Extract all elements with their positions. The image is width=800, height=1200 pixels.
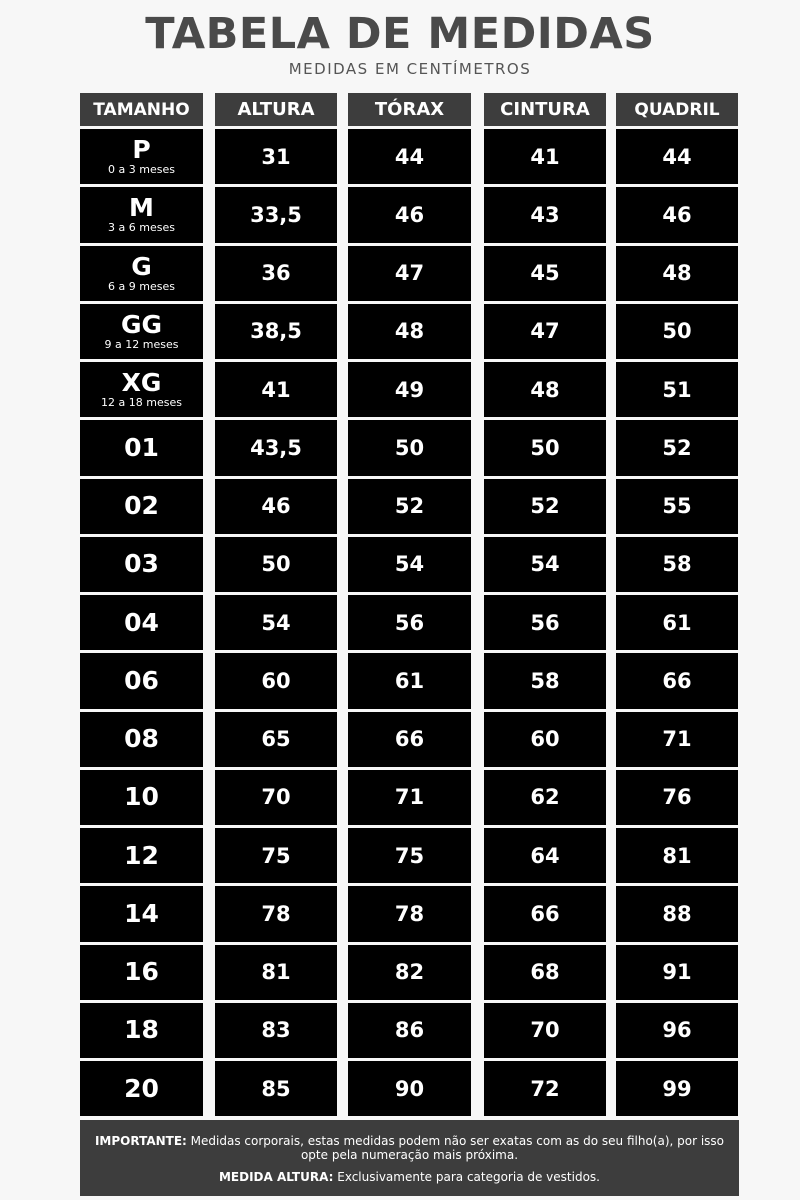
size-label: XG xyxy=(121,368,162,398)
quadril-cell: 99 xyxy=(616,1061,738,1116)
cintura-cell: 68 xyxy=(484,945,606,1000)
footer-notes xyxy=(80,1120,739,1196)
cintura-cell: 50 xyxy=(484,420,606,475)
important-text: Medidas corporais, estas medidas podem não ser exatas com as do seu filho(a), por isso opte pela numeração mais próxima. xyxy=(190,1134,725,1162)
age-range: 3 a 6 meses xyxy=(108,221,175,235)
quadril-cell: 91 xyxy=(616,945,738,1000)
altura-cell: 83 xyxy=(215,1003,337,1058)
quadril-cell: 71 xyxy=(616,712,738,767)
age-range: 12 a 18 meses xyxy=(101,396,182,410)
altura-cell: 81 xyxy=(215,945,337,1000)
cintura-cell: 72 xyxy=(484,1061,606,1116)
altura-note xyxy=(94,1170,725,1184)
size-label: 02 xyxy=(124,491,159,521)
header-torax: TÓRAX xyxy=(348,93,471,126)
altura-cell: 38,5 xyxy=(215,304,337,359)
torax-cell: 54 xyxy=(348,537,471,592)
size-label: 16 xyxy=(124,957,159,987)
size-label: 06 xyxy=(124,665,159,695)
torax-cell: 71 xyxy=(348,770,471,825)
header-cintura: CINTURA xyxy=(484,93,606,126)
altura-cell: 75 xyxy=(215,828,337,883)
size-cell xyxy=(80,595,203,650)
age-range: 9 a 12 meses xyxy=(104,337,179,351)
altura-cell: 43,5 xyxy=(215,420,337,475)
age-range: 6 a 9 meses xyxy=(108,279,175,293)
torax-cell: 50 xyxy=(348,420,471,475)
quadril-cell: 48 xyxy=(616,246,738,301)
page-title: TABELA DE MEDIDAS xyxy=(145,9,655,59)
torax-cell: 47 xyxy=(348,246,471,301)
quadril-cell: 46 xyxy=(616,187,738,242)
cintura-cell: 48 xyxy=(484,362,606,417)
cintura-cell: 41 xyxy=(484,129,606,184)
quadril-cell: 51 xyxy=(616,362,738,417)
quadril-cell: 76 xyxy=(616,770,738,825)
size-label: 14 xyxy=(124,898,159,928)
important-note xyxy=(94,1134,725,1162)
altura-label: MEDIDA ALTURA: xyxy=(218,1170,334,1184)
torax-cell: 82 xyxy=(348,945,471,1000)
size-cell xyxy=(80,362,203,417)
torax-cell: 75 xyxy=(348,828,471,883)
altura-cell: 78 xyxy=(215,886,337,941)
altura-cell: 54 xyxy=(215,595,337,650)
size-label: GG xyxy=(120,309,163,339)
quadril-cell: 88 xyxy=(616,886,738,941)
quadril-cell: 66 xyxy=(616,653,738,708)
torax-cell: 56 xyxy=(348,595,471,650)
torax-cell: 48 xyxy=(348,304,471,359)
cintura-cell: 62 xyxy=(484,770,606,825)
altura-text: Exclusivamente para categoria de vestidos. xyxy=(337,1170,600,1184)
important-label: IMPORTANTE: xyxy=(94,1134,187,1148)
size-cell xyxy=(80,246,203,301)
torax-cell: 52 xyxy=(348,479,471,534)
size-cell xyxy=(80,1061,203,1116)
altura-cell: 33,5 xyxy=(215,187,337,242)
torax-cell: 90 xyxy=(348,1061,471,1116)
quadril-cell: 44 xyxy=(616,129,738,184)
size-cell xyxy=(80,712,203,767)
torax-cell: 86 xyxy=(348,1003,471,1058)
size-label: 20 xyxy=(124,1073,159,1103)
quadril-cell: 61 xyxy=(616,595,738,650)
torax-cell: 61 xyxy=(348,653,471,708)
size-label: 12 xyxy=(124,840,159,870)
cintura-cell: 52 xyxy=(484,479,606,534)
cintura-cell: 58 xyxy=(484,653,606,708)
altura-cell: 60 xyxy=(215,653,337,708)
cintura-cell: 64 xyxy=(484,828,606,883)
quadril-cell: 96 xyxy=(616,1003,738,1058)
size-cell xyxy=(80,770,203,825)
altura-cell: 70 xyxy=(215,770,337,825)
torax-cell: 78 xyxy=(348,886,471,941)
cintura-cell: 47 xyxy=(484,304,606,359)
size-label: 03 xyxy=(124,549,159,579)
cintura-cell: 60 xyxy=(484,712,606,767)
size-label: 04 xyxy=(124,607,159,637)
altura-cell: 41 xyxy=(215,362,337,417)
page-subtitle: MEDIDAS EM CENTÍMETROS xyxy=(288,60,532,78)
quadril-cell: 58 xyxy=(616,537,738,592)
cintura-cell: 45 xyxy=(484,246,606,301)
size-cell xyxy=(80,653,203,708)
size-cell xyxy=(80,886,203,941)
torax-cell: 44 xyxy=(348,129,471,184)
size-cell xyxy=(80,945,203,1000)
quadril-cell: 50 xyxy=(616,304,738,359)
header-altura: ALTURA xyxy=(215,93,337,126)
size-cell xyxy=(80,1003,203,1058)
altura-cell: 31 xyxy=(215,129,337,184)
cintura-cell: 54 xyxy=(484,537,606,592)
torax-cell: 66 xyxy=(348,712,471,767)
quadril-cell: 52 xyxy=(616,420,738,475)
size-cell xyxy=(80,828,203,883)
header-tamanho: TAMANHO xyxy=(80,93,203,126)
size-label: 18 xyxy=(124,1015,159,1045)
size-label: 08 xyxy=(124,724,159,754)
age-range: 0 a 3 meses xyxy=(108,163,175,177)
quadril-cell: 55 xyxy=(616,479,738,534)
altura-cell: 65 xyxy=(215,712,337,767)
altura-cell: 85 xyxy=(215,1061,337,1116)
cintura-cell: 43 xyxy=(484,187,606,242)
quadril-cell: 81 xyxy=(616,828,738,883)
cintura-cell: 56 xyxy=(484,595,606,650)
size-cell xyxy=(80,187,203,242)
size-label: G xyxy=(131,251,152,281)
header-quadril: QUADRIL xyxy=(616,93,738,126)
size-label: 01 xyxy=(124,432,159,462)
size-cell xyxy=(80,129,203,184)
altura-cell: 46 xyxy=(215,479,337,534)
altura-cell: 36 xyxy=(215,246,337,301)
altura-cell: 50 xyxy=(215,537,337,592)
size-label: M xyxy=(129,193,154,223)
size-label: P xyxy=(132,135,151,165)
cintura-cell: 70 xyxy=(484,1003,606,1058)
size-cell xyxy=(80,537,203,592)
size-cell xyxy=(80,479,203,534)
torax-cell: 49 xyxy=(348,362,471,417)
size-cell xyxy=(80,420,203,475)
cintura-cell: 66 xyxy=(484,886,606,941)
size-cell xyxy=(80,304,203,359)
torax-cell: 46 xyxy=(348,187,471,242)
size-label: 10 xyxy=(124,782,159,812)
